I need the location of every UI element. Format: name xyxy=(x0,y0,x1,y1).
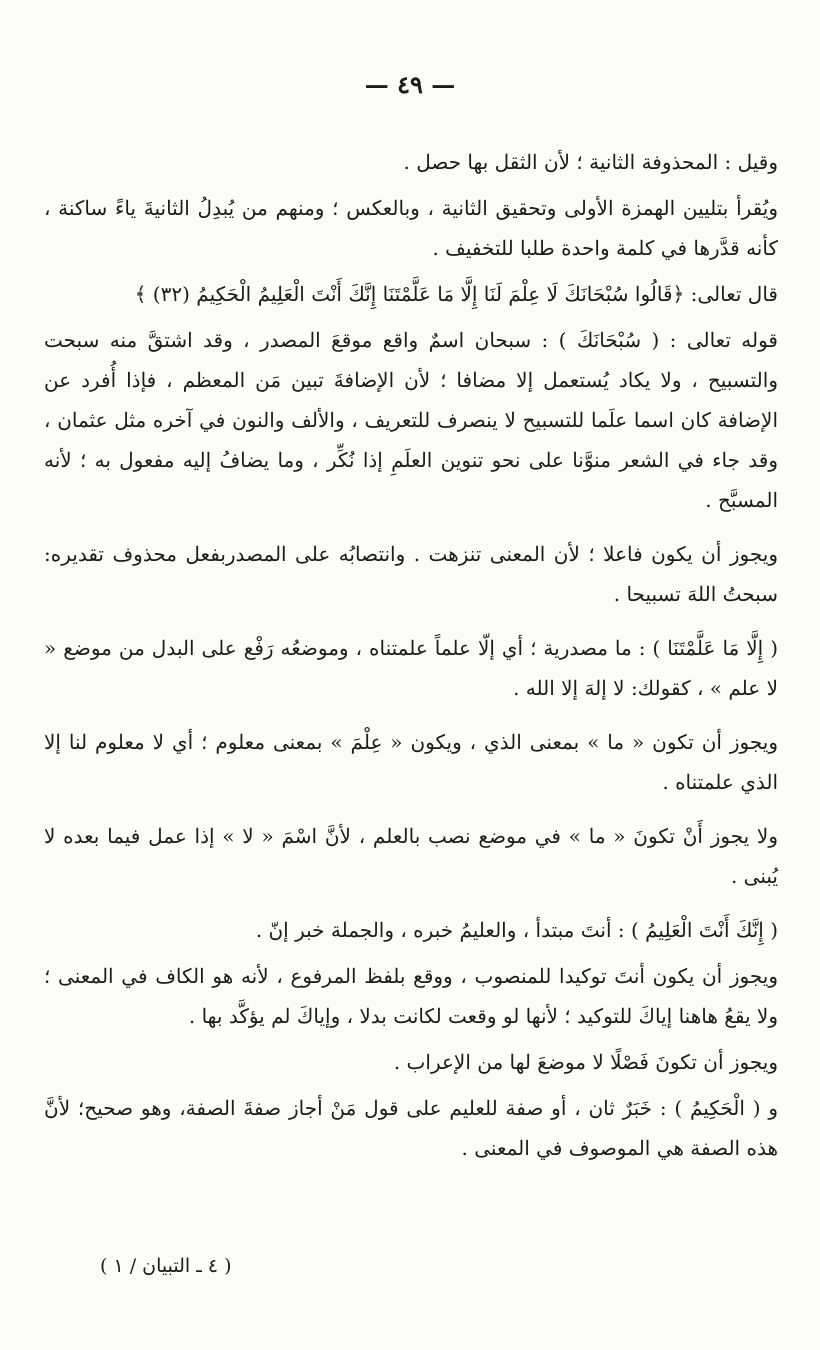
paragraph: ( إِنَّكَ أَنْتَ الْعَلِيمُ ) : أنتَ مبتدأ ، والعليمُ خبره ، والجملة خبر إنّ . xyxy=(255,918,778,942)
paragraph: ويُقرأ بتليين الهمزة الأولى وتحقيق الثانية ، وبالعكس ؛ ومنهم من يُبدِلُ الثانيةَ ياءً ساكنة ، كأنه قدَّرها في كلمة واحدة طلبا للتخفيف . xyxy=(44,196,778,260)
paragraph: وقيل : المحذوفة الثانية ؛ لأن الثقل بها حصل . xyxy=(403,150,778,174)
paragraph: ويجوز أن تكون « ما » بمعنى الذي ، ويكون « عِلْمَ » بمعنى معلوم ؛ أي لا معلوم لنا إلا الذي علمتناه . xyxy=(44,730,778,794)
body-text xyxy=(44,142,778,1174)
paragraph: قوله تعالى : ( سُبْحَانَكَ ) : سبحان اسمٌ واقع موقعَ المصدر ، وقد اشتقَّ منه سبحت والتسبيح ، ولا يكاد يُستعمل إلا مضافا ؛ لأن الإضافةَ تبين مَن المعظم ، فإذا أُفرد عن الإضافة كان اسما علَما للتسبيح لا ينصرف للتعريف ، والألف والنون في آخره مثل عثمان ، وقد جاء في الشعر منوَّنا على نحو تنوين العلَمِ إذا نُكِّر ، وما يضافُ إليه مفعول به ؛ لأنه المسبَّح . xyxy=(44,328,778,512)
page-number: — ٤٩ — xyxy=(364,70,456,99)
paragraph: ويجوز أن يكون فاعلا ؛ لأن المعنى تنزهت . وانتصابُه على المصدربفعل محذوف تقديره: سبحتُ اللهَ تسبيحا . xyxy=(44,542,778,606)
quran-verse: قال تعالى: ﴿قَالُوا سُبْحَانَكَ لَا عِلْمَ لَنَا إِلَّا مَا عَلَّمْتَنَا إِنَّكَ أَنْتَ الْعَلِيمُ الْحَكِيمُ (٣٢) ﴾ xyxy=(134,282,778,306)
paragraph: و ( الْحَكِيمُ ) : خَبَرٌ ثان ، أو صفة للعليم على قول مَنْ أجاز صفةَ الصفة، وهو صحيح؛ لأنَّ هذه الصفة هي الموصوف في المعنى . xyxy=(44,1096,778,1160)
paragraph: ( إِلَّا مَا عَلَّمْتَنَا ) : ما مصدرية ؛ أي إلّا علماً علمتناه ، وموضعُه رَفْع على البدل من موضع « لا علم » ، كقولك: لا إلهَ إلا الله . xyxy=(44,636,778,700)
footer-signature: ( ٤ ـ التبيان / ١ ) xyxy=(100,1255,232,1277)
paragraph: ويجوز أن يكون أنتَ توكيدا للمنصوب ، ووقع بلفظ المرفوع ، لأنه هو الكاف في المعنى ؛ ولا يقعُ هاهنا إياكَ للتوكيد ؛ لأنها لو وقعت لكانت بدلا ، وإياكَ لم يؤكَّد بها . xyxy=(44,964,778,1028)
paragraph: ولا يجوز أَنْ تكونَ « ما » في موضع نصب بالعلم ، لأنَّ اسْمَ « لا » إذا عمل فيما بعده لا يُبنى . xyxy=(44,824,778,888)
paragraph: ويجوز أن تكونَ فَصْلًا لا موضعَ لها من الإعراب . xyxy=(393,1050,778,1074)
